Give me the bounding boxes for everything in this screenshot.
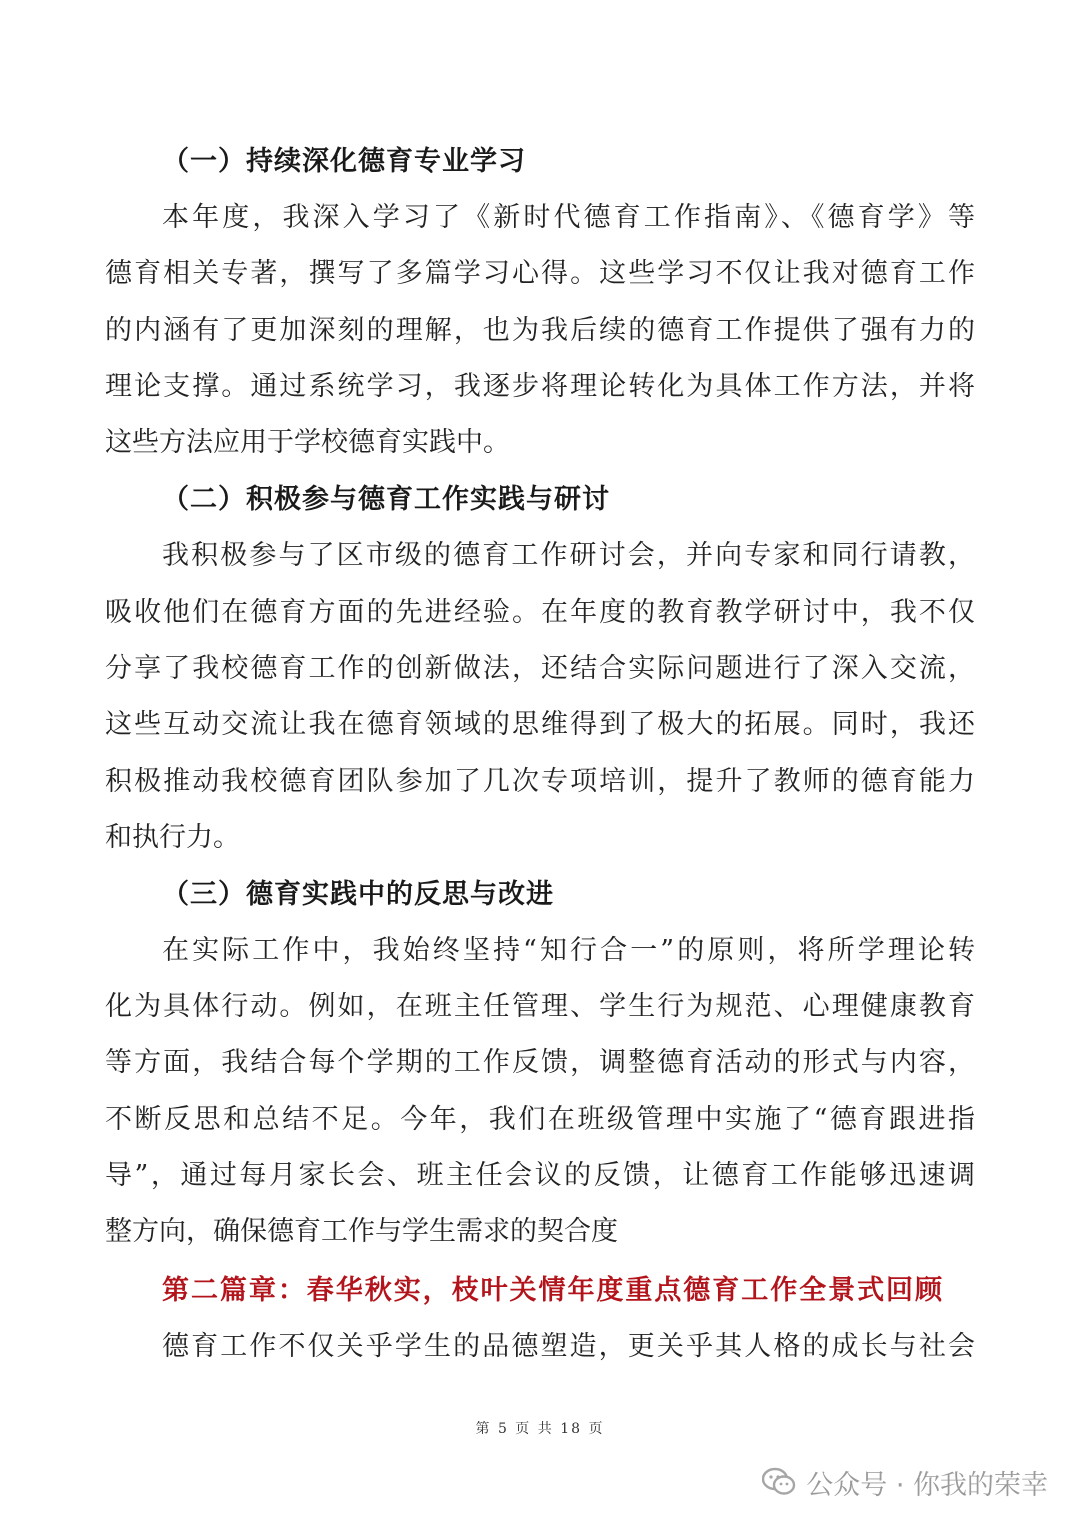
paragraph-line: 本年度，我深入学习了《新时代德育工作指南》、《德育学》等 bbox=[162, 202, 975, 233]
paragraph-line: 这些互动交流让我在德育领域的思维得到了极大的拓展。同时，我还 bbox=[105, 709, 975, 740]
chapter-title: 第二篇章：春华秋实，枝叶关情年度重点德育工作全景式回顾 bbox=[162, 1275, 942, 1306]
paragraph-line: 德育相关专著，撰写了多篇学习心得。这些学习不仅让我对德育工作 bbox=[105, 258, 975, 289]
wechat-official-account-icon bbox=[762, 1467, 796, 1497]
watermark-text: 公众号 · 你我的荣幸 bbox=[806, 1469, 1048, 1501]
paragraph-line: 整方向，确保德育工作与学生需求的契合度 bbox=[105, 1216, 618, 1247]
section-heading-3: （三）德育实践中的反思与改进 bbox=[162, 879, 554, 910]
paragraph-line: 积极推动我校德育团队参加了几次专项培训，提升了教师的德育能力 bbox=[105, 766, 975, 797]
paragraph-line: 在实际工作中，我始终坚持“知行合一”的原则，将所学理论转 bbox=[162, 935, 975, 966]
paragraph-line: 分享了我校德育工作的创新做法，还结合实际问题进行了深入交流， bbox=[105, 653, 975, 684]
paragraph-line: 等方面，我结合每个学期的工作反馈，调整德育活动的形式与内容， bbox=[105, 1047, 975, 1078]
paragraph-line: 导”，通过每月家长会、班主任会议的反馈，让德育工作能够迅速调 bbox=[105, 1160, 975, 1191]
paragraph-line: 和执行力。 bbox=[105, 822, 240, 853]
paragraph-line: 不断反思和总结不足。今年，我们在班级管理中实施了“德育跟进指 bbox=[105, 1104, 975, 1135]
section-heading-1: （一）持续深化德育专业学习 bbox=[162, 146, 526, 177]
paragraph-line: 德育工作不仅关乎学生的品德塑造，更关乎其人格的成长与社会 bbox=[162, 1331, 975, 1362]
paragraph-line: 理论支撑。通过系统学习，我逐步将理论转化为具体工作方法，并将 bbox=[105, 371, 975, 402]
paragraph-line: 化为具体行动。例如，在班主任管理、学生行为规范、心理健康教育 bbox=[105, 991, 975, 1022]
section-heading-2: （二）积极参与德育工作实践与研讨 bbox=[162, 484, 610, 515]
paragraph-line: 这些方法应用于学校德育实践中。 bbox=[105, 427, 510, 458]
paragraph-line: 吸收他们在德育方面的先进经验。在年度的教育教学研讨中，我不仅 bbox=[105, 597, 975, 628]
page-number: 第 5 页 共 18 页 bbox=[475, 1421, 605, 1437]
paragraph-line: 的内涵有了更加深刻的理解，也为我后续的德育工作提供了强有力的 bbox=[105, 315, 975, 346]
paragraph-line: 我积极参与了区市级的德育工作研讨会，并向专家和同行请教， bbox=[162, 540, 975, 571]
account-watermark bbox=[762, 1462, 1048, 1502]
